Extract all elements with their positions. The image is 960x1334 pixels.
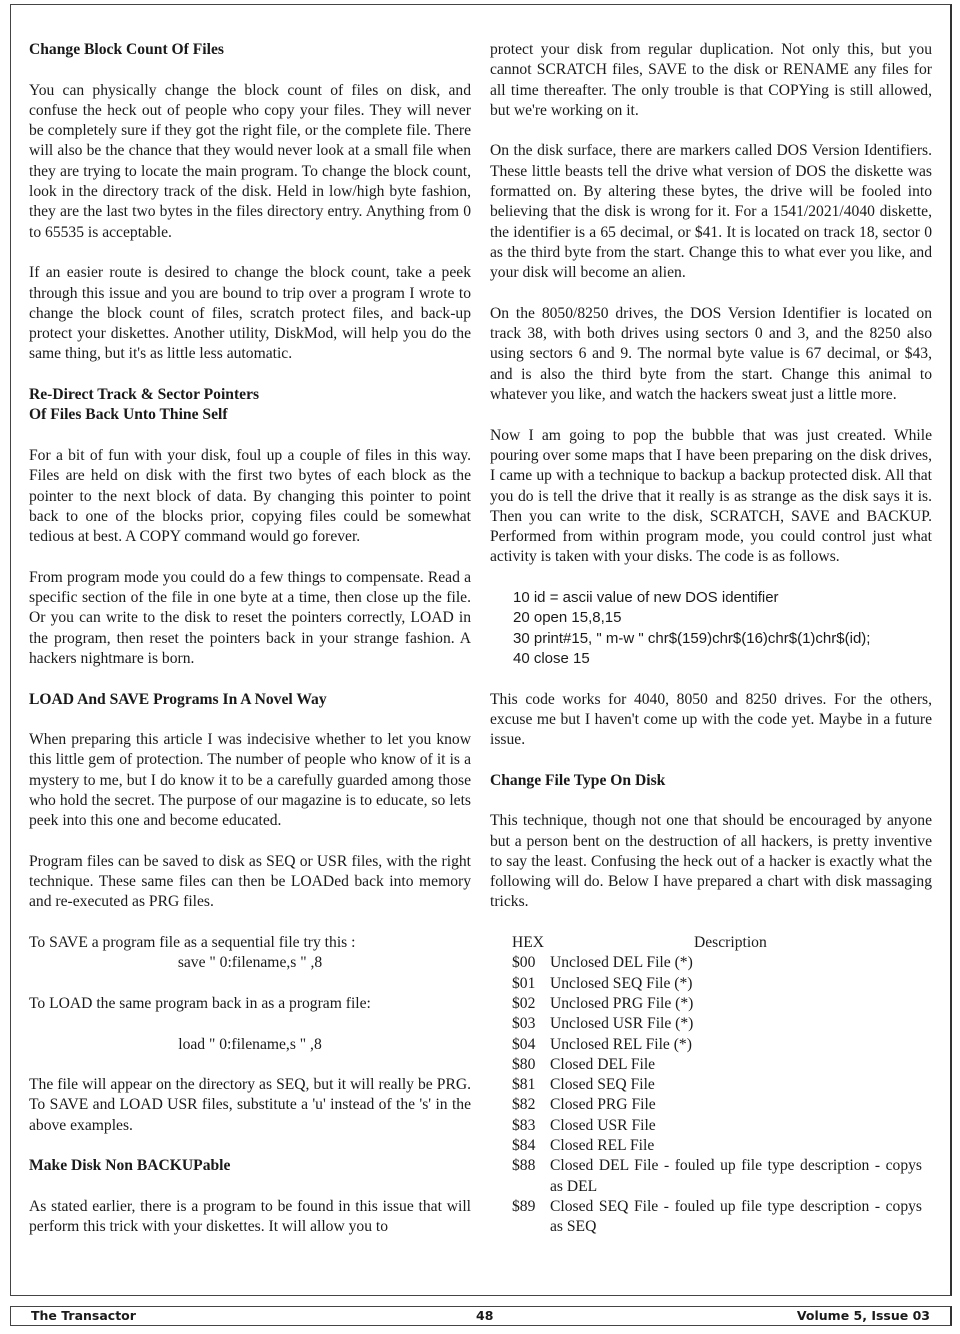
heading-change-block-count: Change Block Count Of Files — [29, 41, 224, 58]
paragraph: Now I am going to pop the bubble that was just created. While pouring over some maps that I have been preparing on the disk drives, I came up with a technique to backup a backup protected disk. All that you do is tell the drive that it really is as strange as the disk says it is. Then you can write to the disk, SCRATCH, SAVE and BACKUP. Performed from within program mode, you could control just what activity is taken with your disks. The code is as follows. — [490, 426, 932, 566]
table-row — [512, 1014, 922, 1034]
description-cell: Closed REL File — [550, 1137, 655, 1155]
hex-cell: $04 — [512, 1035, 536, 1053]
table-row — [512, 1075, 922, 1095]
hex-cell: $83 — [512, 1116, 536, 1134]
code-line: 40 close 15 — [513, 649, 590, 667]
table-row — [512, 1136, 922, 1156]
paragraph: protect your disk from regular duplication. Not only this, but you cannot SCRATCH files, SAVE to the disk or RENAME any files for all time thereafter. The only trouble is that COPYing is still allowed, but we're working on it. — [490, 41, 932, 119]
code-line: 30 print#15, " m-w " chr$(159)chr$(16)chr$(1)chr$(id); — [513, 629, 871, 647]
hex-cell: $00 — [512, 954, 536, 972]
heading-line: Re-Direct Track & Sector Pointers — [29, 386, 260, 404]
paragraph: On the 8050/8250 drives, the DOS Version Identifier is located on track 38, with both drives using sectors 0 and 3, and the 8250 also using sectors 6 and 9. The normal byte value is 67 decimal, or $43, and is also the third byte from the start. Change this animal to whatever you like, and watch the hackers sweat just a little more. — [490, 304, 932, 404]
hex-cell: $80 — [512, 1055, 536, 1073]
code-line: 20 open 15,8,15 — [513, 609, 622, 627]
hex-cell: $88 — [512, 1157, 536, 1175]
paragraph: If an easier route is desired to change the block count, take a peek through this issue and you are bound to trip over a program I wrote to change the block count of files, scratch protect files, and back-up protect your diskettes. Another utility, DiskMod, will help you do the same thing, but it's as little less automatic. — [29, 264, 471, 363]
right-column — [490, 40, 932, 1238]
heading-line: Of Files Back Unto Thine Self — [29, 406, 228, 424]
heading-non-backupable: Make Disk Non BACKUPable — [29, 1157, 231, 1175]
hex-cell: $84 — [512, 1137, 536, 1155]
table-row — [512, 953, 922, 973]
page-footer — [10, 1306, 952, 1326]
table-row — [512, 974, 922, 994]
hex-cell: $01 — [512, 974, 536, 992]
table-row — [512, 1095, 922, 1115]
paragraph: Program files can be saved to disk as SEQ or USR files, with the right technique. These same files can then be LOADed back into memory and re-executed as PRG files. — [29, 852, 471, 911]
description-cell: Closed SEQ File - fouled up file type description - copys as SEQ — [550, 1197, 922, 1236]
hex-cell: $82 — [512, 1096, 536, 1114]
table-header-row — [512, 933, 922, 953]
paragraph: To SAVE a program file as a sequential file try this : — [29, 934, 356, 952]
heading-redirect-pointers — [29, 385, 471, 426]
description-cell: Unclosed DEL File (*) — [550, 954, 693, 972]
code-listing — [513, 588, 932, 669]
issue-label: Volume 5, Issue 03 — [796, 1308, 930, 1323]
table-row — [512, 1055, 922, 1075]
save-command: save " 0:filename,s " ,8 — [177, 954, 323, 972]
description-cell: Unclosed SEQ File (*) — [550, 974, 693, 992]
hex-cell: $02 — [512, 994, 536, 1012]
paragraph: As stated earlier, there is a program to be found in this issue that will perform this trick with your diskettes. It will allow you to — [29, 1197, 471, 1236]
paragraph: This technique, though not one that should be encouraged by anyone but a person bent on the destruction of all hackers, is pretty inventive to say the least. Confusing the heck out of a hacker is exactly what the following will do. Below I have prepared a chart with disk massaging tricks. — [490, 812, 932, 911]
hex-cell: $03 — [512, 1015, 536, 1033]
file-type-table — [512, 933, 922, 1237]
table-row — [512, 1156, 922, 1197]
load-command: load " 0:filename,s " ,8 — [178, 1035, 322, 1053]
left-column — [29, 40, 471, 1258]
column-header-description: Description — [694, 934, 767, 952]
description-cell: Unclosed USR File (*) — [550, 1015, 694, 1033]
description-cell: Closed DEL File — [550, 1055, 656, 1073]
table-row — [512, 1035, 922, 1055]
column-header-hex: HEX — [512, 934, 545, 952]
paragraph: When preparing this article I was indecisive whether to let you know this little gem of protection. The number of people who know of it is a mystery to me, but I do know it to be a carefully guarded among those who hold the secret. The purpose of our magazine is to educate, so lets peek into this one and become educated. — [29, 731, 471, 830]
paragraph: On the disk surface, there are markers called DOS Version Identifiers. These little beasts tell the drive what version of DOS the diskette was formatted on. By altering these bytes, the drive will be fooled into believing that the disk is wrong for it. For a 1541/2021/4040 diskette, the identifier is a 65 decimal, or $41. It is located on track 18, sector 0 as the third byte from the start. Change this to what ever you like, and your disk will become an alien. — [490, 142, 932, 282]
description-cell: Closed USR File — [550, 1116, 656, 1134]
publication-name: The Transactor — [31, 1308, 136, 1323]
paragraph: You can physically change the block count of files on disk, and confuse the heck out of people who copy your files. They will never be completely sure if they got the right file, or the complete file. There will also be the chance that they would never look at a small file when they are trying to locate the main program. To change the block count, look in the directory track of the disk. Held in low/high byte fashion, they are the last two bytes in the files directory entry. Anything from 0 to 65535 is acceptable. — [29, 81, 471, 241]
paragraph: The file will appear on the directory as SEQ, but it will really be PRG. To SAVE and LOAD USR files, substitute a 'u' instead of the 's' in the above examples. — [29, 1076, 471, 1134]
table-row — [512, 1116, 922, 1136]
paragraph: From program mode you could do a few things to compensate. Read a specific section of the file in one byte at a time, then close up the file. Or you can write to the disk to reset the pointers correctly, LOAD in the program, then reset the pointers back in your strange fashion. A hackers nightmare is born. — [29, 568, 471, 667]
paragraph: For a bit of fun with your disk, foul up a couple of files in this way. Files are held on disk with the first two bytes of each block as the pointer to the next block of data. By changing this pointer to point back to one of the blocks prior, copying files could be somewhat tedious at best. A COPY command would go forever. — [29, 446, 471, 546]
page-number: 48 — [476, 1308, 494, 1323]
table-row — [512, 1197, 922, 1238]
description-cell: Closed DEL File - fouled up file type description - copys as DEL — [550, 1157, 922, 1195]
heading-change-file-type: Change File Type On Disk — [490, 771, 666, 789]
paragraph: This code works for 4040, 8050 and 8250 drives. For the others, excuse me but I haven't come up with the code yet. Maybe in a future issue. — [490, 690, 932, 749]
hex-cell: $89 — [512, 1197, 536, 1215]
paragraph: To LOAD the same program back in as a program file: — [29, 994, 371, 1012]
table-row — [512, 994, 922, 1014]
description-cell: Unclosed PRG File (*) — [550, 994, 694, 1012]
code-line: 10 id = ascii value of new DOS identifier — [513, 589, 779, 607]
description-cell: Closed SEQ File — [550, 1076, 655, 1094]
hex-cell: $81 — [512, 1076, 536, 1094]
description-cell: Unclosed REL File (*) — [550, 1035, 692, 1053]
description-cell: Closed PRG File — [550, 1096, 656, 1114]
heading-load-save: LOAD And SAVE Programs In A Novel Way — [29, 690, 327, 708]
